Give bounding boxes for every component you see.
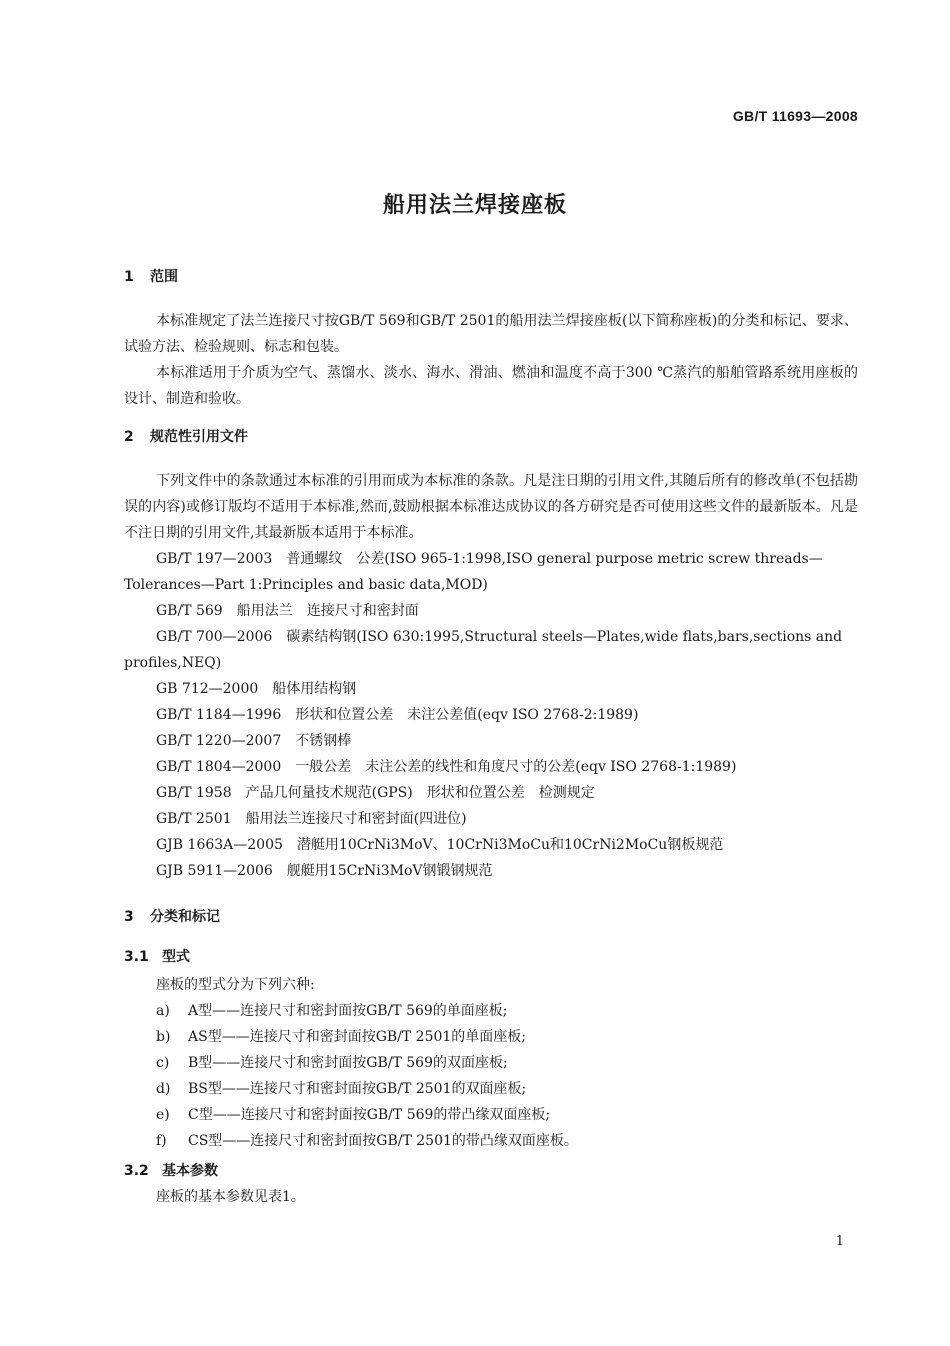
reference-item (156, 832, 858, 858)
reference-code: GB/T 1804—2000 (156, 759, 282, 775)
reference-item (156, 754, 858, 780)
reference-item (156, 858, 858, 884)
reference-item (156, 676, 858, 702)
section-1-body (124, 308, 858, 412)
reference-code: GB/T 2501 (156, 811, 232, 827)
reference-text: 一般公差 未注公差的线性和角度尺寸的公差(eqv ISO 2768-1:1989) (295, 759, 737, 775)
section-title: 规范性引用文件 (150, 429, 248, 445)
item-text: A型——连接尺寸和密封面按GB/T 569的单面座板; (188, 1003, 508, 1019)
document-title: 船用法兰焊接座板 (382, 193, 567, 218)
item-label: f) (156, 1133, 167, 1149)
reference-item (156, 780, 858, 806)
page-number: 1 (835, 1234, 844, 1249)
subsection-title: 基本参数 (162, 1163, 218, 1179)
reference-text: 形状和位置公差 未注公差值(eqv ISO 2768-2:1989) (295, 707, 639, 723)
subsection-3-1-heading (124, 946, 190, 968)
type-list (124, 972, 858, 1154)
reference-item (124, 546, 858, 598)
section-2-heading (124, 426, 248, 448)
reference-text: 舰艇用15CrNi3MoV钢锻钢规范 (286, 863, 493, 879)
item-text: CS型——连接尺寸和密封面按GB/T 2501的带凸缘双面座板。 (188, 1133, 578, 1149)
subsection-number: 3.2 (124, 1163, 149, 1179)
reference-list (124, 546, 858, 884)
subsection-3-2-heading (124, 1160, 218, 1182)
section-number: 2 (124, 429, 134, 445)
reference-text: 产品几何量技术规范(GPS) 形状和位置公差 检测规定 (245, 785, 595, 801)
section-1-heading (124, 266, 178, 288)
item-label: e) (156, 1107, 170, 1123)
section-number: 1 (124, 269, 134, 285)
reference-text: 船用法兰连接尺寸和密封面(四进位) (245, 811, 467, 827)
paragraph: 座板的基本参数见表1。 (156, 1189, 305, 1205)
section-title: 分类和标记 (150, 909, 220, 925)
list-item (156, 1024, 858, 1050)
reference-code: GJB 1663A—2005 (156, 837, 283, 853)
reference-item (156, 598, 858, 624)
list-item (156, 1128, 858, 1154)
list-item (156, 1102, 858, 1128)
reference-code: GJB 5911—2006 (156, 863, 273, 879)
section-2-body (124, 468, 858, 546)
reference-code: GB/T 569 (156, 603, 223, 619)
item-text: B型——连接尺寸和密封面按GB/T 569的双面座板; (188, 1055, 508, 1071)
list-item (156, 1050, 858, 1076)
reference-text: 潜艇用10CrNi3MoV、10CrNi3MoCu和10CrNi2MoCu钢板规范 (296, 837, 724, 853)
standard-code: GB/T 11693—2008 (732, 108, 858, 124)
paragraph: 下列文件中的条款通过本标准的引用而成为本标准的条款。凡是注日期的引用文件,其随后所有的修改单(不包括勘误的内容)或修订版均不适用于本标准,然而,鼓励根据本标准达成协议的各方研究是否可使用这些文件的最新版本。凡是不注日期的引用文件,其最新版本适用于本标准。 (124, 473, 858, 541)
subsection-title: 型式 (162, 949, 190, 965)
reference-text: 船用法兰 连接尺寸和密封面 (236, 603, 419, 619)
item-label: a) (156, 1003, 170, 1019)
section-number: 3 (124, 909, 134, 925)
list-intro: 座板的型式分为下列六种: (156, 977, 315, 993)
item-label: c) (156, 1055, 170, 1071)
subsection-3-2-body (124, 1184, 858, 1210)
paragraph: 本标准适用于介质为空气、蒸馏水、淡水、海水、滑油、燃油和温度不高于300 ℃蒸汽的船舶管路系统用座板的设计、制造和验收。 (124, 365, 858, 407)
reference-text: 不锈钢棒 (295, 733, 352, 749)
reference-code: GB/T 1958 (156, 785, 232, 801)
list-item (156, 998, 858, 1024)
reference-code: GB/T 1220—2007 (156, 733, 282, 749)
reference-item (156, 728, 858, 754)
list-item (156, 1076, 858, 1102)
reference-code: GB/T 1184—1996 (156, 707, 282, 723)
reference-text: 船体用结构钢 (272, 681, 357, 697)
subsection-number: 3.1 (124, 949, 149, 965)
reference-code: GB/T 700—2006 (156, 629, 273, 645)
reference-item (124, 624, 858, 676)
reference-text: 普通螺纹 公差(ISO 965-1:1998,ISO general purpose metric screw threads—Tolerances—Part 1:Principles and basic data,MOD) (124, 551, 823, 593)
reference-code: GB/T 197—2003 (156, 551, 273, 567)
reference-text: 碳素结构钢(ISO 630:1995,Structural steels—Plates,wide flats,bars,sections and profiles,NEQ) (124, 629, 843, 671)
reference-code: GB 712—2000 (156, 681, 259, 697)
reference-item (156, 806, 858, 832)
item-text: C型——连接尺寸和密封面按GB/T 569的带凸缘双面座板; (188, 1107, 551, 1123)
reference-item (156, 702, 858, 728)
item-text: BS型——连接尺寸和密封面按GB/T 2501的双面座板; (188, 1081, 527, 1097)
paragraph: 本标准规定了法兰连接尺寸按GB/T 569和GB/T 2501的船用法兰焊接座板(以下简称座板)的分类和标记、要求、试验方法、检验规则、标志和包装。 (124, 313, 858, 355)
item-label: d) (156, 1081, 171, 1097)
section-title: 范围 (150, 269, 178, 285)
section-3-heading (124, 906, 220, 928)
item-label: b) (156, 1029, 171, 1045)
item-text: AS型——连接尺寸和密封面按GB/T 2501的单面座板; (188, 1029, 527, 1045)
